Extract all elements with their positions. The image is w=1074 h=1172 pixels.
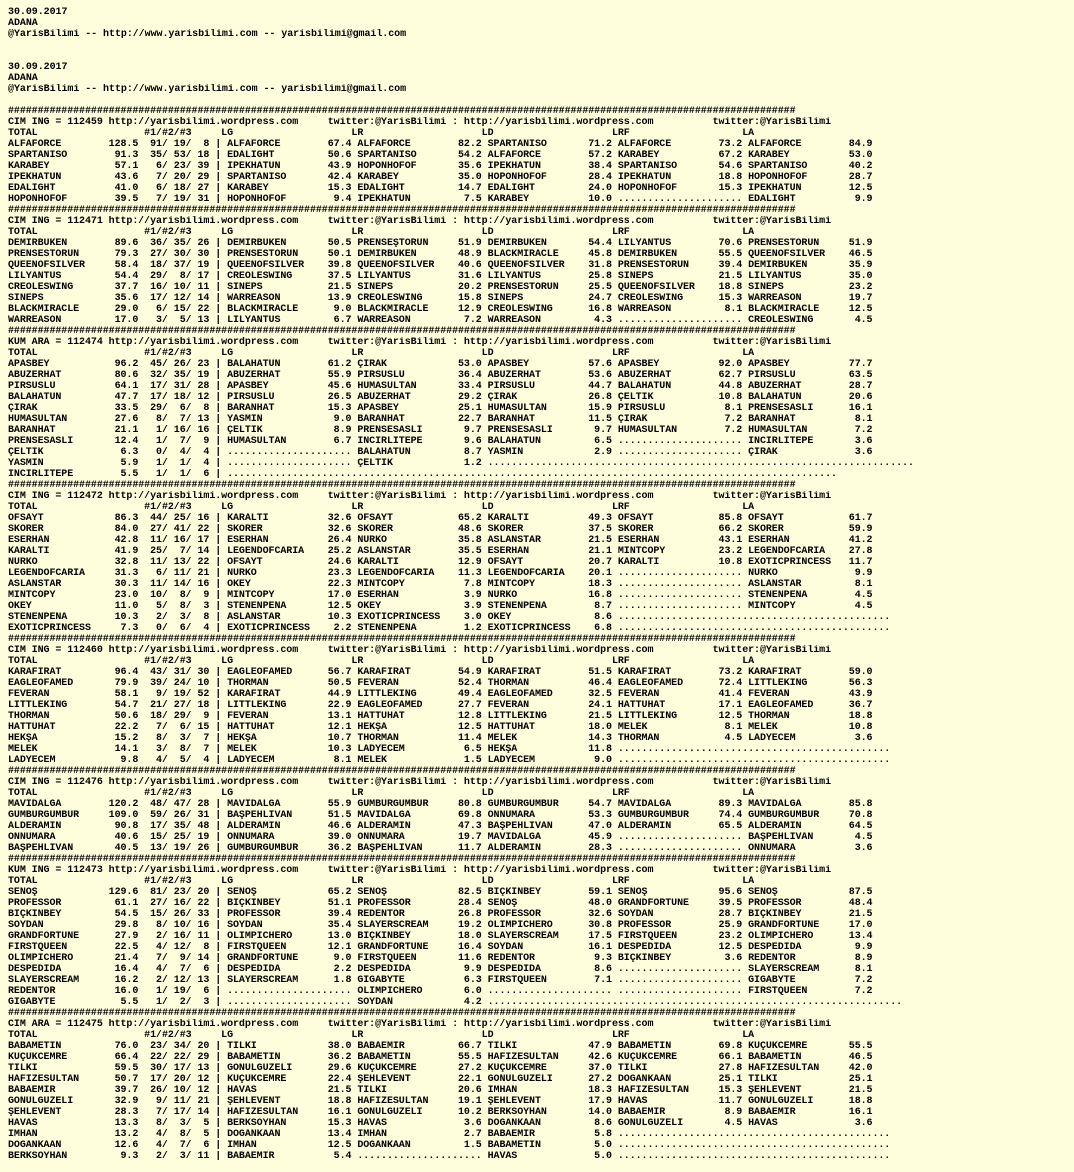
table-row: FEVERAN 58.1 9/ 19/ 52 | KARAFIRAT 44.9 LITTLEKING 49.4 EAGLEOFAMED 32.5 FEVERAN 41.4 FEVERAN 43.9 [8, 689, 873, 700]
table-row: ASLANSTAR 30.3 11/ 14/ 16 | OKEY 22.3 MINTCOPY 7.8 MINTCOPY 18.3 ..................... ASLANSTAR 8.1 [8, 579, 873, 590]
table-row: BABAEMİR 39.7 26/ 10/ 12 | HAVAS 21.5 TİLKİ 20.6 İMHAN 18.3 HAFİZESULTAN 15.3 ŞEHLEVENT 21.5 [8, 1085, 873, 1096]
separator-line: ##################################################################################################################################### [8, 205, 796, 216]
table-row: ONNUMARA 40.6 15/ 25/ 19 | ONNUMARA 39.0 ONNUMARA 19.7 MAVİDALGA 45.9 ..................... BAŞPEHLİVAN 4.5 [8, 832, 873, 843]
column-header: TOTAL #1/#2/#3 LG LR LD LRF LA [8, 1030, 755, 1041]
page-header [8, 7, 1068, 40]
table-row: HÜMASULTAN 27.6 8/ 7/ 13 | YASMİN 9.0 BARANHAT 22.7 BARANHAT 11.5 ÇIRAK 7.2 BARANHAT 8.1 [8, 414, 873, 425]
report-city: ADANA [8, 73, 38, 84]
table-row: PRENSESTORUN 79.3 27/ 30/ 30 | PRENSESTORUN 50.1 DEMİRBÜKEN 48.9 BLACKMIRACLE 45.8 DEMİRBÜKEN 55.5 QUEENOFSILVER 46.5 [8, 249, 873, 260]
table-row: YASMİN 5.9 1/ 1/ 4 | ..................... ÇELTİK 1.2 ........................................................................ [8, 458, 914, 469]
race-block [8, 326, 1068, 480]
page-header-repeat [8, 62, 1068, 95]
separator-line: ##################################################################################################################################### [8, 1008, 796, 1019]
report-contact: @YarisBilimi -- http://www.yarisbilimi.com -- yarisbilimi@gmail.com [8, 84, 407, 95]
column-header: TOTAL #1/#2/#3 LG LR LD LRF LA [8, 876, 755, 887]
separator-line: ##################################################################################################################################### [8, 326, 796, 337]
report-date: 30.09.2017 [8, 62, 68, 73]
table-row: HEKŞA 15.2 8/ 3/ 7 | HEKŞA 10.7 THORMAN 11.4 MELEK 14.3 THORMAN 4.5 LADYECEM 3.6 [8, 733, 873, 744]
race-title: CIM ING = 112459 http://yarisbilimi.wordpress.com twitter:@YarisBilimi : http://yarisbilimi.wordpress.com twitter:@YarisBilimi [8, 117, 832, 128]
race-title: CIM ING = 112460 http://yarisbilimi.wordpress.com twitter:@YarisBilimi : http://yarisbilimi.wordpress.com twitter:@YarisBilimi [8, 645, 832, 656]
race-block [8, 1008, 1068, 1162]
table-row: ALDERAMİN 90.8 17/ 35/ 48 | ALDERAMİN 46.6 ALDERAMİN 47.3 BAŞPEHLİVAN 47.0 ALDERAMİN 65.5 ALDERAMİN 64.5 [8, 821, 873, 832]
table-row: PRENSESASLI 12.4 1/ 7/ 9 | HÜMASULTAN 6.7 İNCİRLİTEPE 9.6 BALAHATUN 6.5 ..................... İNCİRLİTEPE 3.6 [8, 436, 873, 447]
separator-line: ##################################################################################################################################### [8, 106, 796, 117]
table-row: THORMAN 50.6 18/ 29/ 9 | FEVERAN 13.1 HATTUHAT 12.8 LITTLEKING 21.5 LITTLEKING 12.5 THORMAN 18.8 [8, 711, 873, 722]
table-row: GUMBÜRGÜMBÜR 109.0 59/ 26/ 31 | BAŞPEHLİVAN 51.5 MAVİDALGA 69.8 ONNUMARA 53.3 GUMBÜRGÜMBÜR 74.4 GUMBÜRGÜMBÜR 70.8 [8, 810, 873, 821]
table-row: İPEKHATUN 43.6 7/ 20/ 29 | SPARTANISO 42.4 KARABEY 35.0 HOPONHOFOF 28.4 İPEKHATUN 18.8 HOPONHOFOF 28.7 [8, 172, 873, 183]
race-list [8, 106, 1068, 1162]
table-row: BIÇKINBEY 54.5 15/ 26/ 33 | PROFESSOR 39.4 REDENTOR 26.8 PROFESSOR 32.6 SOYDAN 28.7 BIÇKINBEY 21.5 [8, 909, 873, 920]
race-block [8, 854, 1068, 1008]
table-row: BALAHATUN 47.7 17/ 18/ 12 | PİRSUSLU 26.5 ABUZERHAT 29.2 ÇIRAK 26.8 ÇELTİK 10.8 BALAHATUN 20.6 [8, 392, 873, 403]
table-row: DESPEDİDA 16.4 4/ 7/ 6 | DESPEDİDA 2.2 DESPEDİDA 9.9 DESPEDİDA 8.6 ..................... SLAYERSCREAM 8.1 [8, 964, 873, 975]
race-block [8, 106, 1068, 205]
report-contact: @YarisBilimi -- http://www.yarisbilimi.com -- yarisbilimi@gmail.com [8, 29, 407, 40]
table-row: CREOLESWING 37.7 16/ 10/ 11 | SİNEPS 21.5 SİNEPS 20.2 PRENSESTORUN 25.5 QUEENOFSILVER 18.8 SİNEPS 23.2 [8, 282, 873, 293]
table-row: ALFAFORCE 128.5 91/ 19/ 8 | ALFAFORCE 67.4 ALFAFORCE 82.2 SPARTANISO 71.2 ALFAFORCE 73.2 ALFAFORCE 84.9 [8, 139, 873, 150]
table-row: ÇELTİK 6.3 0/ 4/ 4 | ..................... BALAHATUN 8.7 YASMİN 2.9 ..................... ÇIRAK 3.6 [8, 447, 873, 458]
table-row: ŞEHLEVENT 28.3 7/ 17/ 14 | HAFİZESULTAN 16.1 GÖNÜLGÜZELİ 10.2 BERKSOYHAN 14.0 BABAEMİR 8.9 BABAEMİR 16.1 [8, 1107, 873, 1118]
table-row: STENENPENA 10.3 2/ 3/ 8 | ASLANSTAR 10.3 EXOTICPRINCESS 3.0 OKEY 8.6 .............................................. [8, 612, 891, 623]
separator-line: ##################################################################################################################################### [8, 854, 796, 865]
table-row: EXOTICPRINCESS 7.3 0/ 6/ 4 | EXOTICPRINCESS 2.2 STENENPENA 1.2 EXOTICPRINCESS 6.8 .............................................. [8, 623, 891, 634]
table-row: ABUZERHAT 80.6 32/ 35/ 19 | ABUZERHAT 55.9 PİRSUSLU 36.4 ABUZERHAT 53.6 ABUZERHAT 62.7 PİRSUSLU 63.5 [8, 370, 873, 381]
table-row: MAVİDALGA 120.2 48/ 47/ 28 | MAVİDALGA 55.9 GUMBÜRGÜMBÜR 80.8 GUMBÜRGÜMBÜR 54.7 MAVİDALGA 89.3 MAVİDALGA 85.8 [8, 799, 873, 810]
table-row: OKEY 11.0 5/ 8/ 3 | STENENPENA 12.5 OKEY 3.9 STENENPENA 8.7 ..................... MINTCOPY 4.5 [8, 601, 873, 612]
table-row: OLİMPİCHERO 21.4 7/ 9/ 14 | GRANDFORTUNE 9.0 FIRSTQUEEN 11.6 REDENTOR 9.3 BIÇKINBEY 3.6 REDENTOR 8.9 [8, 953, 873, 964]
table-row: LEGENDOFCARIA 31.3 6/ 11/ 21 | NURKO 23.3 LEGENDOFCARIA 11.3 LEGENDOFCARIA 20.1 ..................... NURKO 9.9 [8, 568, 873, 579]
table-row: KARALTI 41.9 25/ 7/ 14 | LEGENDOFCARIA 25.2 ASLANSTAR 35.5 ESERHAN 21.1 MINTCOPY 23.2 LEGENDOFCARIA 27.8 [8, 546, 873, 557]
table-row: DEMİRBÜKEN 89.6 36/ 35/ 26 | DEMİRBÜKEN 50.5 PRENSEŞTORUN 51.9 DEMİRBÜKEN 54.4 LİLYANTUS 70.6 PRENSESTORUN 51.9 [8, 238, 873, 249]
table-row: SPARTANISO 91.3 35/ 53/ 18 | EDALIGHT 50.6 SPARTANISO 54.2 ALFAFORCE 57.2 KARABEY 67.2 KARABEY 53.0 [8, 150, 873, 161]
header-spacer [8, 95, 1068, 106]
race-block [8, 634, 1068, 766]
race-block [8, 766, 1068, 854]
header-spacer [8, 40, 1068, 51]
race-block [8, 480, 1068, 634]
table-row: HAVAS 13.3 8/ 3/ 5 | BERKSOYHAN 15.3 HAVAS 3.6 DOGANKAAN 8.6 GÖNÜLGÜZELİ 4.5 HAVAS 3.6 [8, 1118, 873, 1129]
header-spacer [8, 51, 1068, 62]
table-row: GÖNÜLGÜZELİ 32.9 9/ 11/ 21 | ŞEHLEVENT 18.8 HAFİZESULTAN 19.1 ŞEHLEVENT 17.9 HAVAS 11.7 GÖNÜLGÜZELİ 18.8 [8, 1096, 873, 1107]
table-row: İMHAN 13.2 4/ 8/ 5 | DOGANKAAN 13.4 İMHAN 2.7 BABAEMİR 5.8 .............................................. [8, 1129, 891, 1140]
table-row: HATTUHAT 22.2 7/ 6/ 15 | HATTUHAT 12.1 HEKŞA 12.5 HATTUHAT 18.0 MELEK 8.1 MELEK 10.8 [8, 722, 873, 733]
column-header: TOTAL #1/#2/#3 LG LR LD LRF LA [8, 656, 755, 667]
table-row: KARABEY 57.1 6/ 23/ 39 | İPEKHATUN 43.9 HOPONHOFOF 35.6 İPEKHATUN 38.4 SPARTANISO 54.6 SPARTANISO 40.2 [8, 161, 873, 172]
table-row: SİNEPS 35.6 17/ 12/ 14 | WARREASON 13.9 CREOLESWING 15.8 SİNEPS 24.7 CREOLESWING 15.3 WARREASON 19.7 [8, 293, 873, 304]
table-row: TİLKİ 59.5 30/ 17/ 13 | GÖNÜLGÜZELİ 29.6 KUÇUKCEMRE 27.2 KUÇUKCEMRE 37.0 TİLKİ 27.8 HAFİZESULTAN 42.0 [8, 1063, 873, 1074]
table-row: HOPONHOFOF 39.5 7/ 19/ 31 | HOPONHOFOF 9.4 İPEKHATUN 7.5 KARABEY 10.0 ..................... EDALIGHT 9.9 [8, 194, 873, 205]
table-row: SENOŞ 129.6 81/ 23/ 20 | SENOŞ 65.2 SENOŞ 82.5 BIÇKINBEY 59.1 SENOŞ 95.6 SENOŞ 87.5 [8, 887, 873, 898]
table-row: BERKSOYHAN 9.3 2/ 3/ 11 | BABAEMİR 5.4 ..................... HAVAS 5.0 .............................................. [8, 1151, 891, 1162]
table-row: NURKO 32.8 11/ 13/ 22 | OFSAYT 24.6 KARALTI 12.9 OFSAYT 20.7 KARALTI 10.8 EXOTICPRINCESS 11.7 [8, 557, 873, 568]
table-row: LİLYANTUS 54.4 29/ 8/ 17 | CREOLESWING 37.5 LİLYANTUS 31.6 LİLYANTUS 25.8 SİNEPS 21.5 LİLYANTUS 35.0 [8, 271, 873, 282]
table-row: BLACKMIRACLE 29.0 6/ 15/ 22 | BLACKMIRACLE 9.0 BLACKMIRACLE 12.9 CREOLESWING 16.8 WARREASON 8.1 BLACKMIRACLE 12.5 [8, 304, 873, 315]
race-title: CIM ING = 112476 http://yarisbilimi.wordpress.com twitter:@YarisBilimi : http://yarisbilimi.wordpress.com twitter:@YarisBilimi [8, 777, 832, 788]
table-row: WARREASON 17.0 3/ 5/ 13 | LİLYANTUS 6.7 WARREASON 7.2 WARREASON 4.3 ..................... CREOLESWING 4.5 [8, 315, 873, 326]
table-row: OFSAYT 86.3 44/ 25/ 16 | KARALTI 32.6 OFSAYT 65.2 KARALTI 49.3 OFSAYT 85.8 OFSAYT 61.7 [8, 513, 873, 524]
table-row: HAFİZESULTAN 50.7 17/ 20/ 12 | KUÇUKCEMRE 22.4 ŞEHLEVENT 22.1 GÖNÜLGÜZELİ 27.2 DOGANKAAN 25.1 TİLKİ 25.1 [8, 1074, 873, 1085]
table-row: MINTCOPY 23.0 10/ 8/ 9 | MINTCOPY 17.0 ESERHAN 3.9 NURKO 16.8 ..................... STENENPENA 4.5 [8, 590, 873, 601]
table-row: PROFESSOR 61.1 27/ 16/ 22 | BIÇKINBEY 51.1 PROFESSOR 28.4 SENOŞ 48.0 GRANDFORTUNE 39.5 PROFESSOR 48.4 [8, 898, 873, 909]
table-row: BAŞPEHLİVAN 40.5 13/ 19/ 26 | GUMBÜRGÜMBÜR 36.2 BAŞPEHLİVAN 11.7 ALDERAMİN 28.3 ..................... ONNUMARA 3.6 [8, 843, 873, 854]
column-header: TOTAL #1/#2/#3 LG LR LD LRF LA [8, 128, 755, 139]
table-row: BARANHAT 21.1 1/ 16/ 16 | ÇELTİK 8.9 PRENSESASLI 9.7 PRENSESASLI 9.7 HÜMASULTAN 7.2 HÜMASULTAN 7.2 [8, 425, 873, 436]
race-block [8, 205, 1068, 326]
table-row: LITTLEKING 54.7 21/ 27/ 18 | LITTLEKING 22.9 EAGLEOFAMED 27.7 FEVERAN 24.1 HATTUHAT 17.1 EAGLEOFAMED 36.7 [8, 700, 873, 711]
table-row: APASBEY 96.2 45/ 26/ 23 | BALAHATUN 61.2 ÇIRAK 53.0 APASBEY 57.6 APASBEY 92.0 APASBEY 77.7 [8, 359, 873, 370]
table-row: SOYDAN 29.8 8/ 10/ 16 | SOYDAN 35.4 SLAYERSCREAM 19.2 OLİMPİCHERO 30.8 PROFESSOR 25.9 GRANDFORTUNE 17.0 [8, 920, 873, 931]
separator-line: ##################################################################################################################################### [8, 766, 796, 777]
separator-line: ##################################################################################################################################### [8, 480, 796, 491]
column-header: TOTAL #1/#2/#3 LG LR LD LRF LA [8, 502, 755, 513]
race-title: CIM ING = 112471 http://yarisbilimi.wordpress.com twitter:@YarisBilimi : http://yarisbilimi.wordpress.com twitter:@YarisBilimi [8, 216, 832, 227]
table-row: ESERHAN 42.8 11/ 16/ 17 | ESERHAN 26.4 NURKO 35.8 ASLANSTAR 21.5 ESERHAN 43.1 ESERHAN 41.2 [8, 535, 873, 546]
table-row: LADYECEM 9.8 4/ 5/ 4 | LADYECEM 8.1 MELEK 1.5 LADYECEM 9.0 .............................................. [8, 755, 891, 766]
table-row: KUÇUKCEMRE 66.4 22/ 22/ 29 | BABAMETİN 36.2 BABAMETİN 55.5 HAFİZESULTAN 42.6 KUÇUKCEMRE 66.1 BABAMETİN 46.5 [8, 1052, 873, 1063]
table-row: BABAMETİN 76.0 23/ 34/ 20 | TİLKİ 38.0 BABAEMİR 66.7 TİLKİ 47.9 BABAMETİN 69.8 KUÇUKCEMRE 55.5 [8, 1041, 873, 1052]
column-header: TOTAL #1/#2/#3 LG LR LD LRF LA [8, 348, 755, 359]
race-title: KUM ARA = 112474 http://yarisbilimi.wordpress.com twitter:@YarisBilimi : http://yarisbilimi.wordpress.com twitter:@YarisBilimi [8, 337, 832, 348]
table-row: EDALIGHT 41.0 6/ 18/ 27 | KARABEY 15.3 EDALIGHT 14.7 EDALIGHT 24.0 HOPONHOFOF 15.3 İPEKHATUN 12.5 [8, 183, 873, 194]
race-title: CIM ING = 112472 http://yarisbilimi.wordpress.com twitter:@YarisBilimi : http://yarisbilimi.wordpress.com twitter:@YarisBilimi [8, 491, 832, 502]
report-city: ADANA [8, 18, 38, 29]
table-row: SKORER 84.0 27/ 41/ 22 | SKORER 32.6 SKORER 48.6 SKORER 37.5 SKORER 66.2 SKORER 59.9 [8, 524, 873, 535]
race-title: KUM ING = 112473 http://yarisbilimi.wordpress.com twitter:@YarisBilimi : http://yarisbilimi.wordpress.com twitter:@YarisBilimi [8, 865, 832, 876]
table-row: KARAFIRAT 96.4 43/ 31/ 30 | EAGLEOFAMED 56.7 KARAFIRAT 54.9 KARAFIRAT 51.5 KARAFIRAT 73.2 KARAFIRAT 59.0 [8, 667, 873, 678]
table-row: DOGANKAAN 12.6 4/ 7/ 6 | İMHAN 12.5 DOGANKAAN 1.5 BABAMETİN 5.0 .............................................. [8, 1140, 891, 1151]
table-row: SLAYERSCREAM 16.2 2/ 12/ 13 | SLAYERSCREAM 1.8 GIGABYTE 6.3 FIRSTQUEEN 7.1 ..................... GIGABYTE 7.2 [8, 975, 873, 986]
table-row: EAGLEOFAMED 79.9 39/ 24/ 10 | THORMAN 50.5 FEVERAN 52.4 THORMAN 46.4 EAGLEOFAMED 72.4 LITTLEKING 56.3 [8, 678, 873, 689]
table-row: İNCİRLİTEPE 5.5 1/ 1/ 6 | ....................................................................................................... [8, 469, 837, 480]
table-row: ÇIRAK 33.5 29/ 6/ 8 | BARANHAT 15.3 APASBEY 25.1 HÜMASULTAN 15.9 PİRSUSLU 8.1 PRENSESASLI 16.1 [8, 403, 873, 414]
table-row: FIRSTQUEEN 22.5 4/ 12/ 8 | FIRSTQUEEN 12.1 GRANDFORTUNE 16.4 SOYDAN 16.1 DESPEDİDA 12.5 DESPEDİDA 9.9 [8, 942, 873, 953]
column-header: TOTAL #1/#2/#3 LG LR LD LRF LA [8, 227, 755, 238]
separator-line: ##################################################################################################################################### [8, 634, 796, 645]
table-row: REDENTOR 16.0 1/ 19/ 6 | ..................... OLİMPİCHERO 6.0 ..................... ..................... FIRSTQUEEN 7.2 [8, 986, 873, 997]
race-title: CIM ARA = 112475 http://yarisbilimi.wordpress.com twitter:@YarisBilimi : http://yarisbilimi.wordpress.com twitter:@YarisBilimi [8, 1019, 832, 1030]
table-row: GIGABYTE 5.5 1/ 2/ 3 | ..................... SOYDAN 4.2 ...................................................................... [8, 997, 903, 1008]
race-report-document [8, 7, 1068, 1162]
report-date: 30.09.2017 [8, 7, 68, 18]
table-row: QUEENOFSILVER 58.4 18/ 37/ 19 | QUEENOFSILVER 39.8 QUEENOFSILVER 40.6 QUEENOFSILVER 31.8 PRENSESTORUN 39.4 DEMİRBÜKEN 35.9 [8, 260, 873, 271]
column-header: TOTAL #1/#2/#3 LG LR LD LRF LA [8, 788, 755, 799]
table-row: PİRSUSLU 64.1 17/ 31/ 28 | APASBEY 45.6 HÜMASULTAN 33.4 PİRSUSLU 44.7 BALAHATUN 44.8 ABUZERHAT 28.7 [8, 381, 873, 392]
table-row: GRANDFORTUNE 27.9 2/ 16/ 11 | OLİMPİCHERO 13.0 BIÇKINBEY 18.0 SLAYERSCREAM 17.5 FIRSTQUEEN 23.2 OLİMPİCHERO 13.4 [8, 931, 873, 942]
table-row: MELEK 14.1 3/ 8/ 7 | MELEK 10.3 LADYECEM 6.5 HEKŞA 11.8 .............................................. [8, 744, 891, 755]
